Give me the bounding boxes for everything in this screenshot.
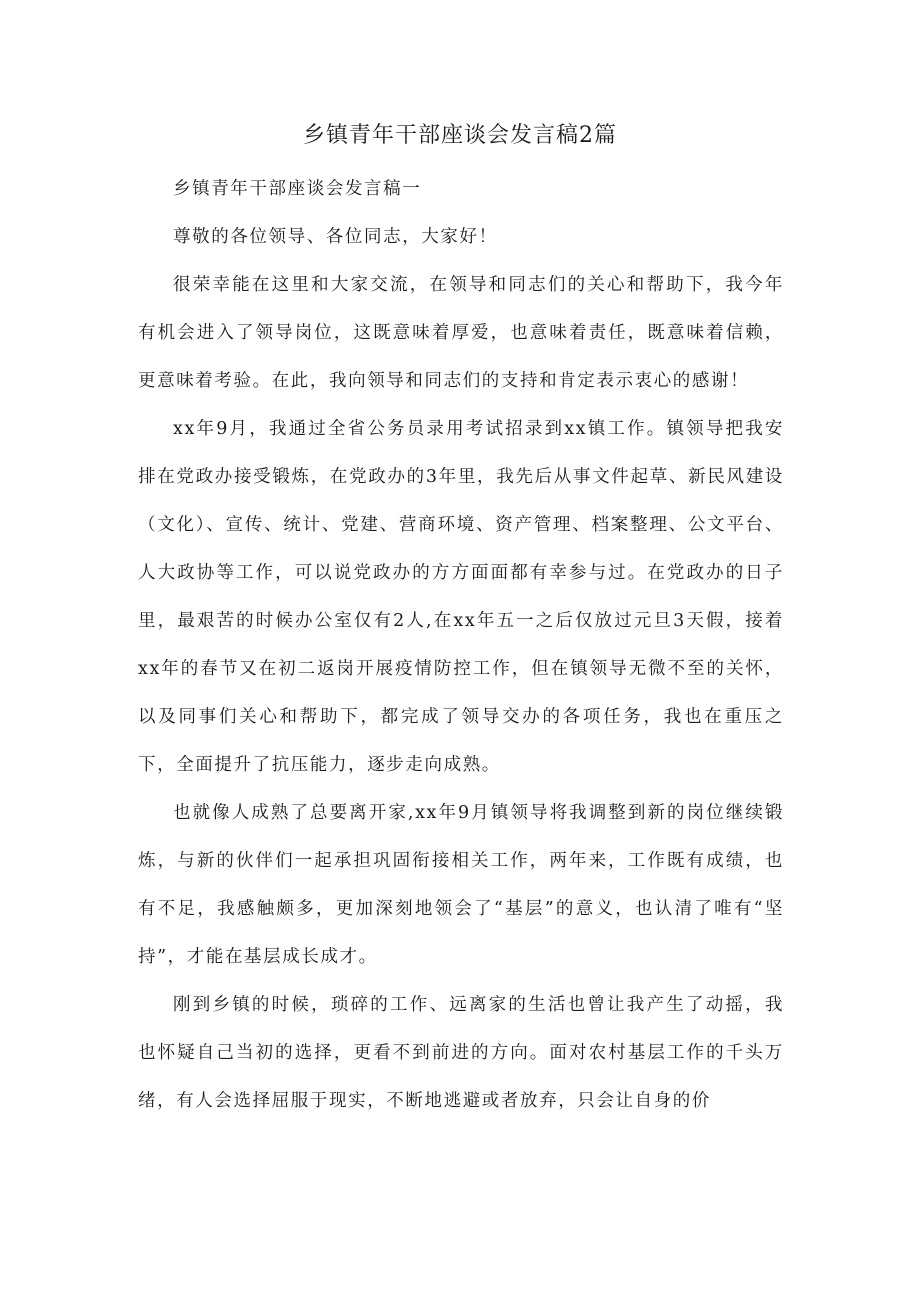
body-paragraph: xx年9月，我通过全省公务员录用考试招录到xx镇工作。镇领导把我安排在党政办接受锻炼，在党政办的3年里，我先后从事文件起草、新民风建设（文化）、宣传、统计、党建、营商环境、资产管理、档案整理、公文平台、人大政协等工作，可以说党政办的方方面面都有幸参与过。在党政办的日子里，最艰苦的时候办公室仅有2人,在xx年五一之后仅放过元旦3天假，接着xx年的春节又在初二返岗开展疫情防控工作，但在镇领导无微不至的关怀，以及同事们关心和帮助下，都完成了领导交办的各项任务，我也在重压之下，全面提升了抗压能力，逐步走向成熟。 (138, 419, 784, 775)
section-heading: 乡镇青年干部座谈会发言稿一 (173, 179, 422, 199)
document-body (138, 165, 784, 1125)
document-title: 乡镇青年干部座谈会发言稿2篇 (303, 123, 617, 148)
body-paragraph: 也就像人成熟了总要离开家,xx年9月镇领导将我调整到新的岗位继续锻炼，与新的伙伴们一起承担巩固衔接相关工作，两年来，工作既有成绩，也有不足，我感触颇多，更加深刻地领会了“基层”的意义，也认清了唯有“坚持”，才能在基层成长成才。 (138, 803, 784, 967)
body-paragraph: 很荣幸能在这里和大家交流，在领导和同志们的关心和帮助下，我今年有机会进入了领导岗位，这既意味着厚爱，也意味着责任，既意味着信赖，更意味着考验。在此，我向领导和同志们的支持和肯定表示衷心的感谢！ (138, 275, 784, 391)
body-paragraph: 刚到乡镇的时候，琐碎的工作、远离家的生活也曾让我产生了动摇，我也怀疑自己当初的选择，更看不到前进的方向。面对农村基层工作的千头万绪，有人会选择屈服于现实，不断地逃避或者放弃，只会让自身的价 (138, 995, 784, 1111)
salutation-paragraph: 尊敬的各位领导、各位同志，大家好！ (173, 227, 498, 247)
